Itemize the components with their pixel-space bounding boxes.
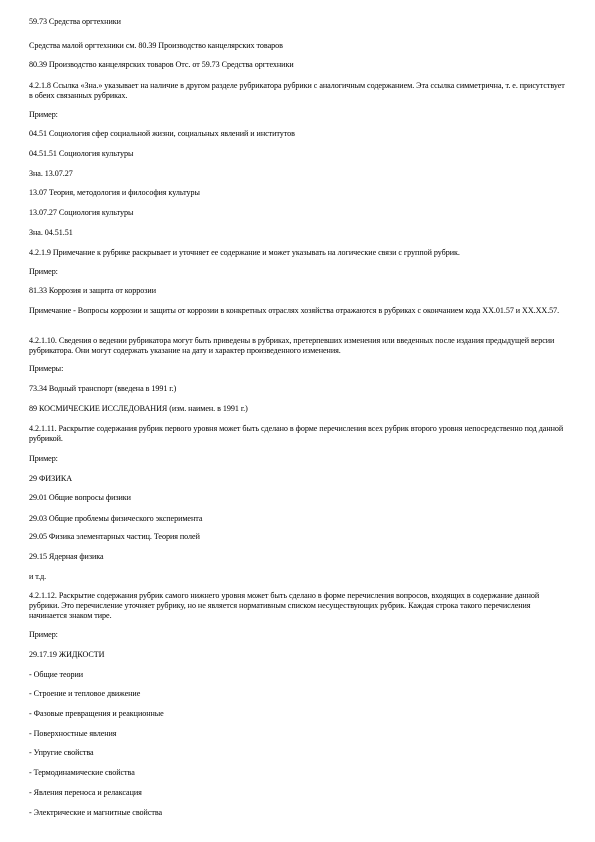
rubric-line: 29.03 Общие проблемы физического эксперимента xyxy=(29,514,203,523)
rubric-line: 89 КОСМИЧЕСКИЕ ИССЛЕДОВАНИЯ (изм. наимен. в 1991 г.) xyxy=(29,404,248,413)
rubric-line: 73.34 Водный транспорт (введена в 1991 г.) xyxy=(29,384,177,393)
rubric-line: 04.51 Социология сфер социальной жизни, социальных явлений и институтов xyxy=(29,129,295,138)
rubric-line: 81.33 Коррозия и защита от коррозии xyxy=(29,286,156,295)
rubric-line: 13.07 Теория, методология и философия культуры xyxy=(29,188,200,197)
paragraph: 4.2.1.8 Ссылка «Зна.» указывает на наличие в другом разделе рубрикатора рубрики с аналогичным содержанием. Эта ссылка симметрична, т. е. присутствует в обеих связанных рубриках. xyxy=(29,81,565,100)
list-item: - Поверхностные явления xyxy=(29,729,117,738)
list-item: - Электрические и магнитные свойства xyxy=(29,808,163,817)
list-item: - Строение и тепловое движение xyxy=(29,689,141,698)
list-item: - Упругие свойства xyxy=(29,748,94,757)
example-label: Пример: xyxy=(29,630,58,639)
rubric-line: Зна. 04.51.51 xyxy=(29,228,73,237)
paragraph: 4.2.1.9 Примечание к рубрике раскрывает и уточняет ее содержание и может указывать на логические связи с группой рубрик. xyxy=(29,248,460,257)
paragraph: 4.2.1.11. Раскрытие содержания рубрик первого уровня может быть сделано в форме перечисления всех рубрик второго уровня непосредственно под данной рубрикой. xyxy=(29,424,564,443)
rubric-line: Зна. 13.07.27 xyxy=(29,169,73,178)
rubric-line: 80.39 Производство канцелярских товаров Отс. от 59.73 Средства оргтехники xyxy=(29,60,294,69)
rubric-line: 29.17.19 ЖИДКОСТИ xyxy=(29,650,105,659)
list-item: - Термодинамические свойства xyxy=(29,768,135,777)
rubric-line: 29.15 Ядерная физика xyxy=(29,552,104,561)
list-item: - Явления переноса и релаксация xyxy=(29,788,142,797)
paragraph: 4.2.1.10. Сведения о ведении рубрикатора могут быть приведены в рубриках, претерпевших изменения или введенных после издания предыдущей версии рубрикатора. Они могут содержать указание на дату и характер произведенного изменения. xyxy=(29,336,555,355)
list-item: - Фазовые превращения и реакционные xyxy=(29,709,164,718)
example-label: Примеры: xyxy=(29,364,64,373)
rubric-line: 59.73 Средства оргтехники xyxy=(29,17,121,26)
list-item: - Общие теории xyxy=(29,670,84,679)
rubric-line: 29.05 Физика элементарных частиц. Теория полей xyxy=(29,532,200,541)
rubric-line: Средства малой оргтехники см. 80.39 Производство канцелярских товаров xyxy=(29,41,283,50)
note-paragraph: Примечание - Вопросы коррозии и защиты от коррозии в конкретных отраслях хозяйства отражаются в рубриках с окончанием кода XX.01.57 и XX.XX.57. xyxy=(29,306,560,315)
rubric-line: и т.д. xyxy=(29,572,47,581)
example-label: Пример: xyxy=(29,454,58,463)
example-label: Пример: xyxy=(29,267,58,276)
rubric-line: 29.01 Общие вопросы физики xyxy=(29,493,131,502)
paragraph: 4.2.1.12. Раскрытие содержания рубрик самого нижнего уровня может быть сделано в форме перечисления вопросов, входящих в содержание данной рубрики. Это перечисление уточняет рубрику, но не является нормативным списком несуществующих рубрик. Каждая строка такого перечисления начинается знаком тире. xyxy=(29,591,540,620)
rubric-line: 04.51.51 Социология культуры xyxy=(29,149,134,158)
rubric-line: 29 ФИЗИКА xyxy=(29,474,73,483)
rubric-line: 13.07.27 Социология культуры xyxy=(29,208,134,217)
example-label: Пример: xyxy=(29,110,58,119)
